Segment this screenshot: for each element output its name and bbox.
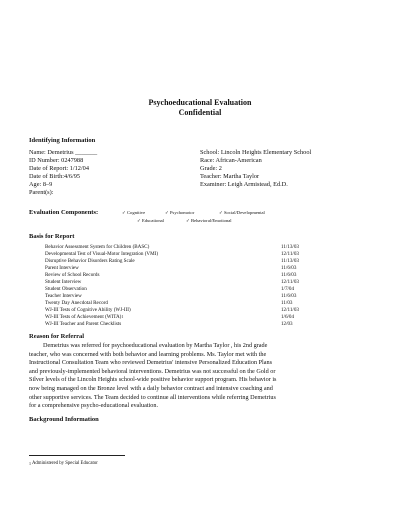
component-behavioral-emotional: ✓ Behavioral/Emotional <box>186 218 232 223</box>
test-date: 12/11/03 <box>281 279 299 285</box>
test-name: Parent Interview <box>45 265 79 271</box>
test-name: Student Interview <box>45 279 82 285</box>
basis-row <box>45 251 385 257</box>
test-date: 11/13/03 <box>281 244 299 250</box>
component-educational: ✓ Educational <box>137 218 164 223</box>
paragraph-line: for a comprehensive psycho-educational evaluation. <box>29 402 159 410</box>
basis-row <box>45 321 385 327</box>
basis-row <box>45 286 385 292</box>
test-name: Disruptive Behavior Disorders Rating Scale <box>45 258 135 264</box>
footnote <box>29 461 98 466</box>
id-number: ID Number: 0247988 <box>29 157 84 164</box>
paragraph-line: Demetrius was referred for psychoeducational evaluation by Martha Taylor , his 2nd grade <box>43 342 268 349</box>
grade: Grade: 2 <box>200 165 222 172</box>
footnote-reference: 1 <box>121 314 124 319</box>
test-name: Student Observation <box>45 286 87 292</box>
referral-paragraph <box>29 342 371 411</box>
basis-row <box>45 265 385 271</box>
footnote-text: Administered by Special Educator <box>31 461 98 466</box>
paragraph-line: and previously-implemented behavioral interventions. Demetrius was not successful on the Gold or <box>29 367 276 375</box>
test-name: WJ-III Tests of Achievement (WITA) <box>45 314 122 320</box>
component-psychomotor: ✓ Psychomotor <box>165 210 195 215</box>
basis-row <box>45 307 385 313</box>
footnote-divider <box>29 455 125 456</box>
basis-row <box>45 258 385 264</box>
test-date: 11/6/03 <box>281 265 297 271</box>
basis-row <box>45 300 385 306</box>
test-name: Twenty Day Anecdotal Record <box>45 300 108 306</box>
basis-row <box>45 244 385 250</box>
test-name: WJ-III Teacher and Parent Checklists <box>45 321 122 327</box>
test-date: 11/13/03 <box>281 258 299 264</box>
race: Race: African-American <box>200 157 262 164</box>
basis-row <box>45 314 385 320</box>
test-date: 12/11/03 <box>281 307 299 313</box>
school: School: Lincoln Heights Elementary School <box>200 149 312 156</box>
basis-row <box>45 279 385 285</box>
paragraph-line: Silver levels of the Lincoln Heights school-wide positive behavior support program. His behavior is <box>29 376 277 384</box>
paragraph-line: teacher, who was concerned with both behavior and learning problems. Ms. Taylor met with the <box>29 350 267 358</box>
identifying-information-heading: Identifying Information <box>29 137 96 144</box>
component-cognitive: ✓ Cognitive <box>122 210 146 215</box>
basis-row <box>45 272 385 278</box>
teacher: Teacher: Martha Taylor <box>200 173 260 180</box>
student-name: Name: Demetrius _______ <box>29 149 98 156</box>
evaluation-components-label: Evaluation Components: <box>29 209 99 216</box>
test-date: 11/03 <box>281 300 293 306</box>
test-date: 1/6/04 <box>281 314 295 320</box>
paragraph-line: now being managed on the Bronze level with a daily behavior contract and intensive coaching and <box>29 384 273 392</box>
reason-for-referral-heading: Reason for Referral <box>29 333 85 340</box>
date-of-report: Date of Report: 1/12/04 <box>29 165 89 172</box>
test-date: 12/11/03 <box>281 251 299 257</box>
test-name: Teacher Interview <box>45 293 82 299</box>
test-date: 11/6/03 <box>281 293 297 299</box>
test-name: Behavior Assessment System for Children (BASC) <box>45 244 150 250</box>
date-of-birth: Date of Birth:4/6/95 <box>29 173 81 180</box>
test-date: 1/7/04 <box>281 286 295 292</box>
test-name: Review of School Records <box>45 272 100 278</box>
footnote-mark: 1 <box>29 461 31 466</box>
basis-for-report-heading: Basis for Report <box>29 233 75 240</box>
report-title: Psychoeducational Evaluation <box>148 98 252 107</box>
test-name: WJ-III Tests of Cognitive Ability (WJ-III) <box>45 307 131 313</box>
examiner: Examiner: Leigh Armistead, Ed.D. <box>200 181 288 188</box>
parents: Parent(s): <box>29 189 54 196</box>
paragraph-line: Instructional Consultation Team who reviewed Demetrius' intensive Personalized Education Plans <box>29 359 273 367</box>
paragraph-line: other supportive services. The Team decided to continue all interventions while referring Demetrius <box>29 393 276 401</box>
test-date: 12/03 <box>281 321 293 327</box>
background-information-heading: Background Information <box>29 416 99 423</box>
confidential-label: Confidential <box>178 108 222 117</box>
test-name: Developmental Test of Visual-Motor Integration (VMI) <box>45 251 159 257</box>
component-social-developmental: ✓ Social/Developmental <box>219 210 265 215</box>
test-date: 11/6/03 <box>281 272 297 278</box>
age: Age: 8–9 <box>29 181 53 188</box>
basis-row <box>45 293 385 299</box>
